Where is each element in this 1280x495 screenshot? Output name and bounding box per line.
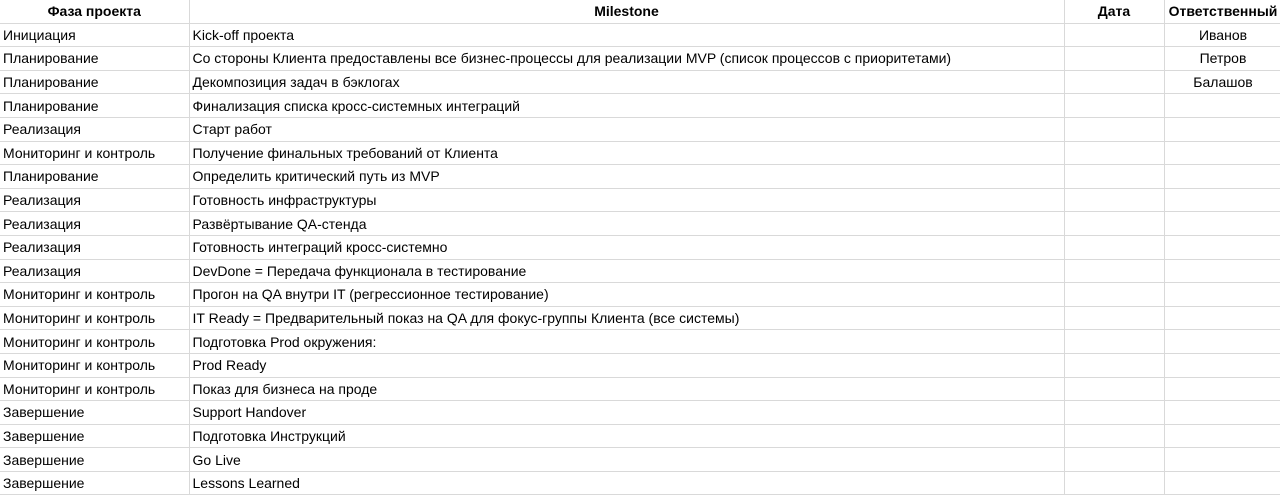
- cell-date[interactable]: [1064, 235, 1164, 259]
- cell-date[interactable]: [1064, 377, 1164, 401]
- cell-owner[interactable]: Балашов: [1164, 70, 1280, 94]
- cell-owner[interactable]: Петров: [1164, 47, 1280, 71]
- cell-milestone[interactable]: DevDone = Передача функционала в тестирование: [189, 259, 1064, 283]
- cell-milestone[interactable]: Финализация списка кросс-системных интеграций: [189, 94, 1064, 118]
- cell-milestone[interactable]: Прогон на QA внутри IT (регрессионное тестирование): [189, 283, 1064, 307]
- table-row: [0, 94, 1280, 118]
- cell-phase[interactable]: Реализация: [0, 235, 189, 259]
- cell-owner[interactable]: [1164, 235, 1280, 259]
- cell-date[interactable]: [1064, 212, 1164, 236]
- cell-phase[interactable]: Мониторинг и контроль: [0, 330, 189, 354]
- cell-phase[interactable]: Мониторинг и контроль: [0, 377, 189, 401]
- cell-milestone[interactable]: Старт работ: [189, 117, 1064, 141]
- table-row: [0, 306, 1280, 330]
- cell-owner[interactable]: [1164, 306, 1280, 330]
- cell-owner[interactable]: [1164, 377, 1280, 401]
- header-row: [0, 0, 1280, 23]
- cell-phase[interactable]: Реализация: [0, 188, 189, 212]
- table-row: [0, 23, 1280, 47]
- cell-owner[interactable]: [1164, 401, 1280, 425]
- cell-owner[interactable]: [1164, 283, 1280, 307]
- cell-date[interactable]: [1064, 94, 1164, 118]
- cell-milestone[interactable]: Показ для бизнеса на проде: [189, 377, 1064, 401]
- table-row: [0, 70, 1280, 94]
- cell-phase[interactable]: Мониторинг и контроль: [0, 141, 189, 165]
- table-row: [0, 117, 1280, 141]
- cell-phase[interactable]: Реализация: [0, 212, 189, 236]
- cell-milestone[interactable]: Определить критический путь из MVP: [189, 165, 1064, 189]
- cell-date[interactable]: [1064, 330, 1164, 354]
- cell-date[interactable]: [1064, 47, 1164, 71]
- cell-milestone[interactable]: Prod Ready: [189, 353, 1064, 377]
- cell-date[interactable]: [1064, 141, 1164, 165]
- cell-owner[interactable]: [1164, 117, 1280, 141]
- cell-phase[interactable]: Завершение: [0, 448, 189, 472]
- table-row: [0, 353, 1280, 377]
- cell-date[interactable]: [1064, 306, 1164, 330]
- header-date[interactable]: Дата: [1064, 0, 1164, 23]
- cell-milestone[interactable]: Kick-off проекта: [189, 23, 1064, 47]
- cell-date[interactable]: [1064, 471, 1164, 495]
- cell-milestone[interactable]: Подготовка Инструкций: [189, 424, 1064, 448]
- cell-phase[interactable]: Мониторинг и контроль: [0, 353, 189, 377]
- table-row: [0, 141, 1280, 165]
- cell-owner[interactable]: [1164, 330, 1280, 354]
- cell-date[interactable]: [1064, 188, 1164, 212]
- cell-owner[interactable]: [1164, 471, 1280, 495]
- cell-owner[interactable]: [1164, 448, 1280, 472]
- table-row: [0, 330, 1280, 354]
- cell-date[interactable]: [1064, 117, 1164, 141]
- cell-milestone[interactable]: Готовность интеграций кросс-системно: [189, 235, 1064, 259]
- table-row: [0, 424, 1280, 448]
- cell-date[interactable]: [1064, 283, 1164, 307]
- cell-date[interactable]: [1064, 401, 1164, 425]
- table-row: [0, 259, 1280, 283]
- cell-date[interactable]: [1064, 424, 1164, 448]
- table-row: [0, 283, 1280, 307]
- cell-owner[interactable]: [1164, 353, 1280, 377]
- cell-phase[interactable]: Планирование: [0, 94, 189, 118]
- cell-owner[interactable]: [1164, 212, 1280, 236]
- table-row: [0, 448, 1280, 472]
- cell-phase[interactable]: Мониторинг и контроль: [0, 306, 189, 330]
- cell-owner[interactable]: [1164, 94, 1280, 118]
- cell-phase[interactable]: Планирование: [0, 70, 189, 94]
- header-milestone[interactable]: Milestone: [189, 0, 1064, 23]
- cell-owner[interactable]: [1164, 424, 1280, 448]
- cell-date[interactable]: [1064, 448, 1164, 472]
- cell-phase[interactable]: Планирование: [0, 165, 189, 189]
- header-phase[interactable]: Фаза проекта: [0, 0, 189, 23]
- table-row: [0, 471, 1280, 495]
- cell-date[interactable]: [1064, 70, 1164, 94]
- cell-owner[interactable]: Иванов: [1164, 23, 1280, 47]
- cell-owner[interactable]: [1164, 141, 1280, 165]
- table-row: [0, 377, 1280, 401]
- cell-phase[interactable]: Мониторинг и контроль: [0, 283, 189, 307]
- cell-phase[interactable]: Реализация: [0, 259, 189, 283]
- cell-phase[interactable]: Планирование: [0, 47, 189, 71]
- cell-owner[interactable]: [1164, 165, 1280, 189]
- cell-milestone[interactable]: Декомпозиция задач в бэклогах: [189, 70, 1064, 94]
- cell-date[interactable]: [1064, 23, 1164, 47]
- cell-phase[interactable]: Инициация: [0, 23, 189, 47]
- cell-phase[interactable]: Завершение: [0, 424, 189, 448]
- table-row: [0, 212, 1280, 236]
- cell-milestone[interactable]: Lessons Learned: [189, 471, 1064, 495]
- table-row: [0, 401, 1280, 425]
- cell-date[interactable]: [1064, 259, 1164, 283]
- cell-milestone[interactable]: Go Live: [189, 448, 1064, 472]
- table-row: [0, 188, 1280, 212]
- cell-milestone[interactable]: Развёртывание QA-стенда: [189, 212, 1064, 236]
- cell-milestone[interactable]: Получение финальных требований от Клиента: [189, 141, 1064, 165]
- cell-phase[interactable]: Завершение: [0, 471, 189, 495]
- cell-phase[interactable]: Завершение: [0, 401, 189, 425]
- table-row: [0, 47, 1280, 71]
- cell-milestone[interactable]: Подготовка Prod окружения:: [189, 330, 1064, 354]
- cell-milestone[interactable]: Support Handover: [189, 401, 1064, 425]
- cell-milestone[interactable]: Со стороны Клиента предоставлены все бизнес-процессы для реализации MVP (список процессов с приоритетами): [189, 47, 1064, 71]
- table-row: [0, 165, 1280, 189]
- cell-date[interactable]: [1064, 165, 1164, 189]
- cell-phase[interactable]: Реализация: [0, 117, 189, 141]
- cell-owner[interactable]: [1164, 188, 1280, 212]
- cell-milestone[interactable]: Готовность инфраструктуры: [189, 188, 1064, 212]
- cell-date[interactable]: [1064, 353, 1164, 377]
- cell-milestone[interactable]: IT Ready = Предварительный показ на QA для фокус-группы Клиента (все системы): [189, 306, 1064, 330]
- header-owner[interactable]: Ответственный: [1164, 0, 1280, 23]
- table-row: [0, 235, 1280, 259]
- cell-owner[interactable]: [1164, 259, 1280, 283]
